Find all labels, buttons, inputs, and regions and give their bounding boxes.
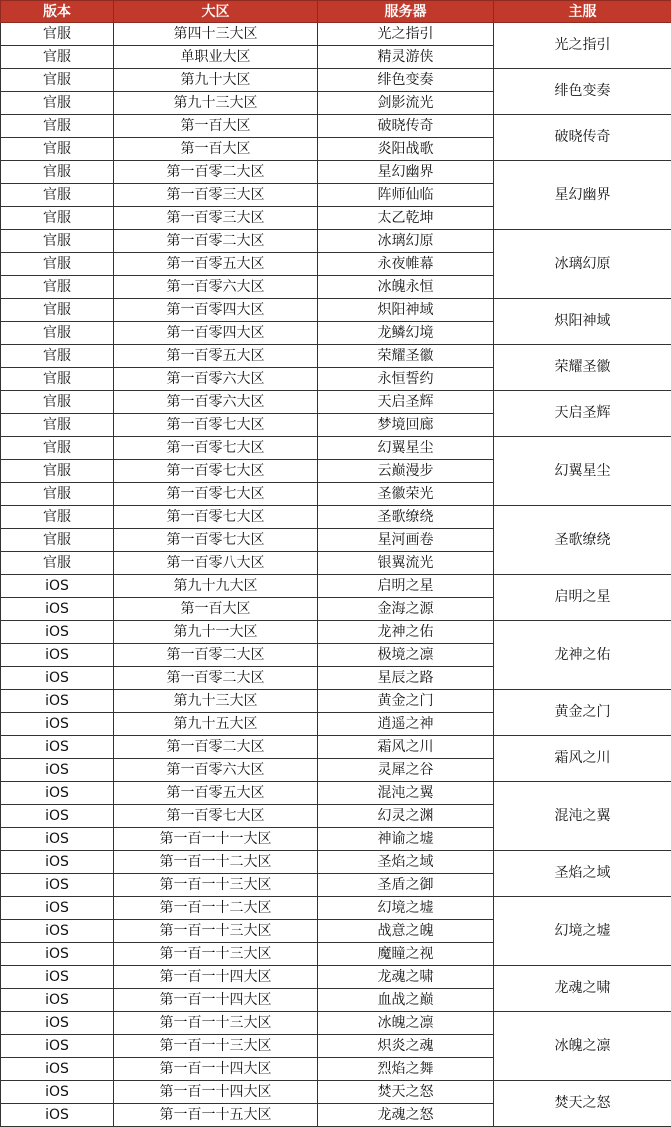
cell-version: 官服 xyxy=(1,460,114,483)
cell-version: 官服 xyxy=(1,506,114,529)
cell-version: 官服 xyxy=(1,437,114,460)
cell-main-server: 龙神之佑 xyxy=(494,621,671,690)
cell-zone: 第一百零七大区 xyxy=(114,437,318,460)
cell-server: 黄金之门 xyxy=(318,690,494,713)
cell-server: 焚天之怒 xyxy=(318,1081,494,1104)
cell-zone: 第一百零六大区 xyxy=(114,391,318,414)
table-row xyxy=(1,690,671,713)
cell-version: 官服 xyxy=(1,92,114,115)
cell-version: 官服 xyxy=(1,529,114,552)
cell-zone: 第一百零三大区 xyxy=(114,207,318,230)
cell-zone: 第一百大区 xyxy=(114,598,318,621)
table-row xyxy=(1,506,671,529)
cell-server: 太乙乾坤 xyxy=(318,207,494,230)
header-server: 服务器 xyxy=(318,1,494,23)
table-row xyxy=(1,1081,671,1104)
cell-zone: 第一百零六大区 xyxy=(114,276,318,299)
cell-version: iOS xyxy=(1,920,114,943)
cell-zone: 第九十五大区 xyxy=(114,713,318,736)
cell-version: iOS xyxy=(1,759,114,782)
cell-version: iOS xyxy=(1,690,114,713)
cell-server: 极境之凛 xyxy=(318,644,494,667)
table-row xyxy=(1,161,671,184)
cell-zone: 第一百零四大区 xyxy=(114,299,318,322)
cell-server: 龙鳞幻境 xyxy=(318,322,494,345)
cell-version: iOS xyxy=(1,713,114,736)
cell-version: 官服 xyxy=(1,207,114,230)
cell-main-server: 天启圣辉 xyxy=(494,391,671,437)
cell-server: 圣盾之御 xyxy=(318,874,494,897)
cell-zone: 第一百零六大区 xyxy=(114,368,318,391)
cell-main-server: 光之指引 xyxy=(494,23,671,69)
cell-version: 官服 xyxy=(1,276,114,299)
cell-version: 官服 xyxy=(1,552,114,575)
cell-main-server: 绯色变奏 xyxy=(494,69,671,115)
cell-version: iOS xyxy=(1,598,114,621)
cell-server: 炽炎之魂 xyxy=(318,1035,494,1058)
cell-zone: 第一百零二大区 xyxy=(114,230,318,253)
cell-server: 龙魂之怒 xyxy=(318,1104,494,1127)
cell-main-server: 圣焰之域 xyxy=(494,851,671,897)
cell-server: 金海之源 xyxy=(318,598,494,621)
cell-zone: 第一百零五大区 xyxy=(114,345,318,368)
cell-server: 星河画卷 xyxy=(318,529,494,552)
cell-version: 官服 xyxy=(1,322,114,345)
cell-server: 烈焰之舞 xyxy=(318,1058,494,1081)
cell-server: 混沌之翼 xyxy=(318,782,494,805)
cell-version: iOS xyxy=(1,897,114,920)
cell-version: iOS xyxy=(1,1104,114,1127)
cell-zone: 第九十一大区 xyxy=(114,621,318,644)
cell-server: 幻翼星尘 xyxy=(318,437,494,460)
cell-server: 逍遥之神 xyxy=(318,713,494,736)
cell-zone: 第九十三大区 xyxy=(114,92,318,115)
cell-server: 天启圣辉 xyxy=(318,391,494,414)
cell-server: 荣耀圣徽 xyxy=(318,345,494,368)
cell-server: 永恒誓约 xyxy=(318,368,494,391)
cell-main-server: 破晓传奇 xyxy=(494,115,671,161)
cell-version: iOS xyxy=(1,621,114,644)
cell-server: 圣歌缭绕 xyxy=(318,506,494,529)
cell-version: 官服 xyxy=(1,391,114,414)
cell-server: 永夜帷幕 xyxy=(318,253,494,276)
cell-zone: 第一百大区 xyxy=(114,138,318,161)
cell-zone: 第一百一十三大区 xyxy=(114,1012,318,1035)
cell-main-server: 荣耀圣徽 xyxy=(494,345,671,391)
cell-main-server: 龙魂之啸 xyxy=(494,966,671,1012)
cell-server: 启明之星 xyxy=(318,575,494,598)
cell-server: 精灵游侠 xyxy=(318,46,494,69)
cell-version: iOS xyxy=(1,1012,114,1035)
table-row xyxy=(1,299,671,322)
cell-zone: 第一百一十二大区 xyxy=(114,851,318,874)
cell-main-server: 冰魄之凛 xyxy=(494,1012,671,1081)
cell-server: 光之指引 xyxy=(318,23,494,46)
cell-version: 官服 xyxy=(1,138,114,161)
cell-zone: 第一百零五大区 xyxy=(114,782,318,805)
cell-zone: 第一百零七大区 xyxy=(114,506,318,529)
table-row xyxy=(1,897,671,920)
cell-zone: 第一百零四大区 xyxy=(114,322,318,345)
cell-server: 银翼流光 xyxy=(318,552,494,575)
cell-server: 炽阳神域 xyxy=(318,299,494,322)
cell-version: 官服 xyxy=(1,230,114,253)
cell-version: iOS xyxy=(1,736,114,759)
cell-server: 冰魄永恒 xyxy=(318,276,494,299)
cell-zone: 第一百零二大区 xyxy=(114,736,318,759)
cell-zone: 第一百零六大区 xyxy=(114,759,318,782)
cell-main-server: 焚天之怒 xyxy=(494,1081,671,1127)
cell-zone: 第九十大区 xyxy=(114,69,318,92)
cell-zone: 第一百零八大区 xyxy=(114,552,318,575)
cell-version: 官服 xyxy=(1,115,114,138)
cell-server: 破晓传奇 xyxy=(318,115,494,138)
table-row xyxy=(1,115,671,138)
table-row xyxy=(1,621,671,644)
cell-server: 战意之魄 xyxy=(318,920,494,943)
cell-server: 阵师仙临 xyxy=(318,184,494,207)
cell-server: 幻境之墟 xyxy=(318,897,494,920)
cell-server: 冰璃幻原 xyxy=(318,230,494,253)
cell-zone: 第一百一十四大区 xyxy=(114,1058,318,1081)
cell-version: iOS xyxy=(1,782,114,805)
cell-server: 魔瞳之视 xyxy=(318,943,494,966)
cell-version: 官服 xyxy=(1,253,114,276)
cell-version: 官服 xyxy=(1,483,114,506)
cell-version: iOS xyxy=(1,644,114,667)
cell-main-server: 星幻幽界 xyxy=(494,161,671,230)
cell-zone: 第一百零七大区 xyxy=(114,414,318,437)
cell-version: 官服 xyxy=(1,69,114,92)
table-row xyxy=(1,437,671,460)
table-row xyxy=(1,575,671,598)
cell-version: iOS xyxy=(1,805,114,828)
cell-version: iOS xyxy=(1,1081,114,1104)
cell-zone: 第一百一十一大区 xyxy=(114,828,318,851)
cell-version: iOS xyxy=(1,575,114,598)
cell-server: 圣焰之域 xyxy=(318,851,494,874)
cell-version: iOS xyxy=(1,851,114,874)
header-zone: 大区 xyxy=(114,1,318,23)
cell-version: 官服 xyxy=(1,299,114,322)
cell-zone: 第一百一十三大区 xyxy=(114,874,318,897)
table-body xyxy=(1,23,671,1127)
cell-zone: 第一百一十四大区 xyxy=(114,1081,318,1104)
cell-version: iOS xyxy=(1,943,114,966)
cell-main-server: 黄金之门 xyxy=(494,690,671,736)
cell-server: 炎阳战歌 xyxy=(318,138,494,161)
cell-server: 幻灵之渊 xyxy=(318,805,494,828)
cell-server: 血战之巅 xyxy=(318,989,494,1012)
cell-zone: 第一百大区 xyxy=(114,115,318,138)
cell-zone: 第一百一十二大区 xyxy=(114,897,318,920)
cell-server: 神谕之墟 xyxy=(318,828,494,851)
cell-zone: 第一百零七大区 xyxy=(114,483,318,506)
cell-zone: 第一百一十四大区 xyxy=(114,966,318,989)
cell-zone: 第一百零五大区 xyxy=(114,253,318,276)
table-row xyxy=(1,782,671,805)
cell-version: 官服 xyxy=(1,184,114,207)
cell-version: iOS xyxy=(1,1035,114,1058)
cell-version: 官服 xyxy=(1,345,114,368)
cell-zone: 第一百一十三大区 xyxy=(114,1035,318,1058)
cell-zone: 第一百零二大区 xyxy=(114,667,318,690)
cell-version: iOS xyxy=(1,828,114,851)
cell-server: 星幻幽界 xyxy=(318,161,494,184)
cell-server: 圣徽荣光 xyxy=(318,483,494,506)
cell-server: 星辰之路 xyxy=(318,667,494,690)
cell-main-server: 幻翼星尘 xyxy=(494,437,671,506)
cell-zone: 第一百零七大区 xyxy=(114,805,318,828)
cell-version: 官服 xyxy=(1,23,114,46)
table-row xyxy=(1,391,671,414)
cell-version: 官服 xyxy=(1,414,114,437)
cell-zone: 第一百零二大区 xyxy=(114,161,318,184)
cell-server: 梦境回廊 xyxy=(318,414,494,437)
cell-main-server: 启明之星 xyxy=(494,575,671,621)
cell-main-server: 混沌之翼 xyxy=(494,782,671,851)
cell-zone: 第一百一十五大区 xyxy=(114,1104,318,1127)
cell-zone: 第九十三大区 xyxy=(114,690,318,713)
cell-zone: 第一百零七大区 xyxy=(114,460,318,483)
table-row xyxy=(1,23,671,46)
cell-zone: 第一百一十三大区 xyxy=(114,943,318,966)
cell-server: 冰魄之凛 xyxy=(318,1012,494,1035)
cell-zone: 第一百零二大区 xyxy=(114,644,318,667)
cell-zone: 第一百一十四大区 xyxy=(114,989,318,1012)
header-version: 版本 xyxy=(1,1,114,23)
cell-version: 官服 xyxy=(1,46,114,69)
cell-zone: 第一百零三大区 xyxy=(114,184,318,207)
table-row xyxy=(1,966,671,989)
cell-version: 官服 xyxy=(1,161,114,184)
table-row xyxy=(1,230,671,253)
cell-version: iOS xyxy=(1,874,114,897)
cell-server: 灵犀之谷 xyxy=(318,759,494,782)
cell-zone: 单职业大区 xyxy=(114,46,318,69)
header-row xyxy=(1,1,671,23)
cell-zone: 第一百一十三大区 xyxy=(114,920,318,943)
header-main: 主服 xyxy=(494,1,671,23)
cell-server: 霜风之川 xyxy=(318,736,494,759)
cell-version: iOS xyxy=(1,667,114,690)
cell-server: 绯色变奏 xyxy=(318,69,494,92)
cell-zone: 第一百零七大区 xyxy=(114,529,318,552)
cell-server: 龙魂之啸 xyxy=(318,966,494,989)
table-row xyxy=(1,1012,671,1035)
table-row xyxy=(1,736,671,759)
cell-main-server: 炽阳神域 xyxy=(494,299,671,345)
cell-server: 云巅漫步 xyxy=(318,460,494,483)
table-row xyxy=(1,69,671,92)
cell-version: 官服 xyxy=(1,368,114,391)
cell-server: 剑影流光 xyxy=(318,92,494,115)
cell-zone: 第九十九大区 xyxy=(114,575,318,598)
table-row xyxy=(1,851,671,874)
cell-main-server: 冰璃幻原 xyxy=(494,230,671,299)
cell-main-server: 霜风之川 xyxy=(494,736,671,782)
cell-version: iOS xyxy=(1,966,114,989)
cell-main-server: 圣歌缭绕 xyxy=(494,506,671,575)
table-row xyxy=(1,345,671,368)
cell-main-server: 幻境之墟 xyxy=(494,897,671,966)
cell-server: 龙神之佑 xyxy=(318,621,494,644)
cell-version: iOS xyxy=(1,1058,114,1081)
cell-version: iOS xyxy=(1,989,114,1012)
cell-zone: 第四十三大区 xyxy=(114,23,318,46)
